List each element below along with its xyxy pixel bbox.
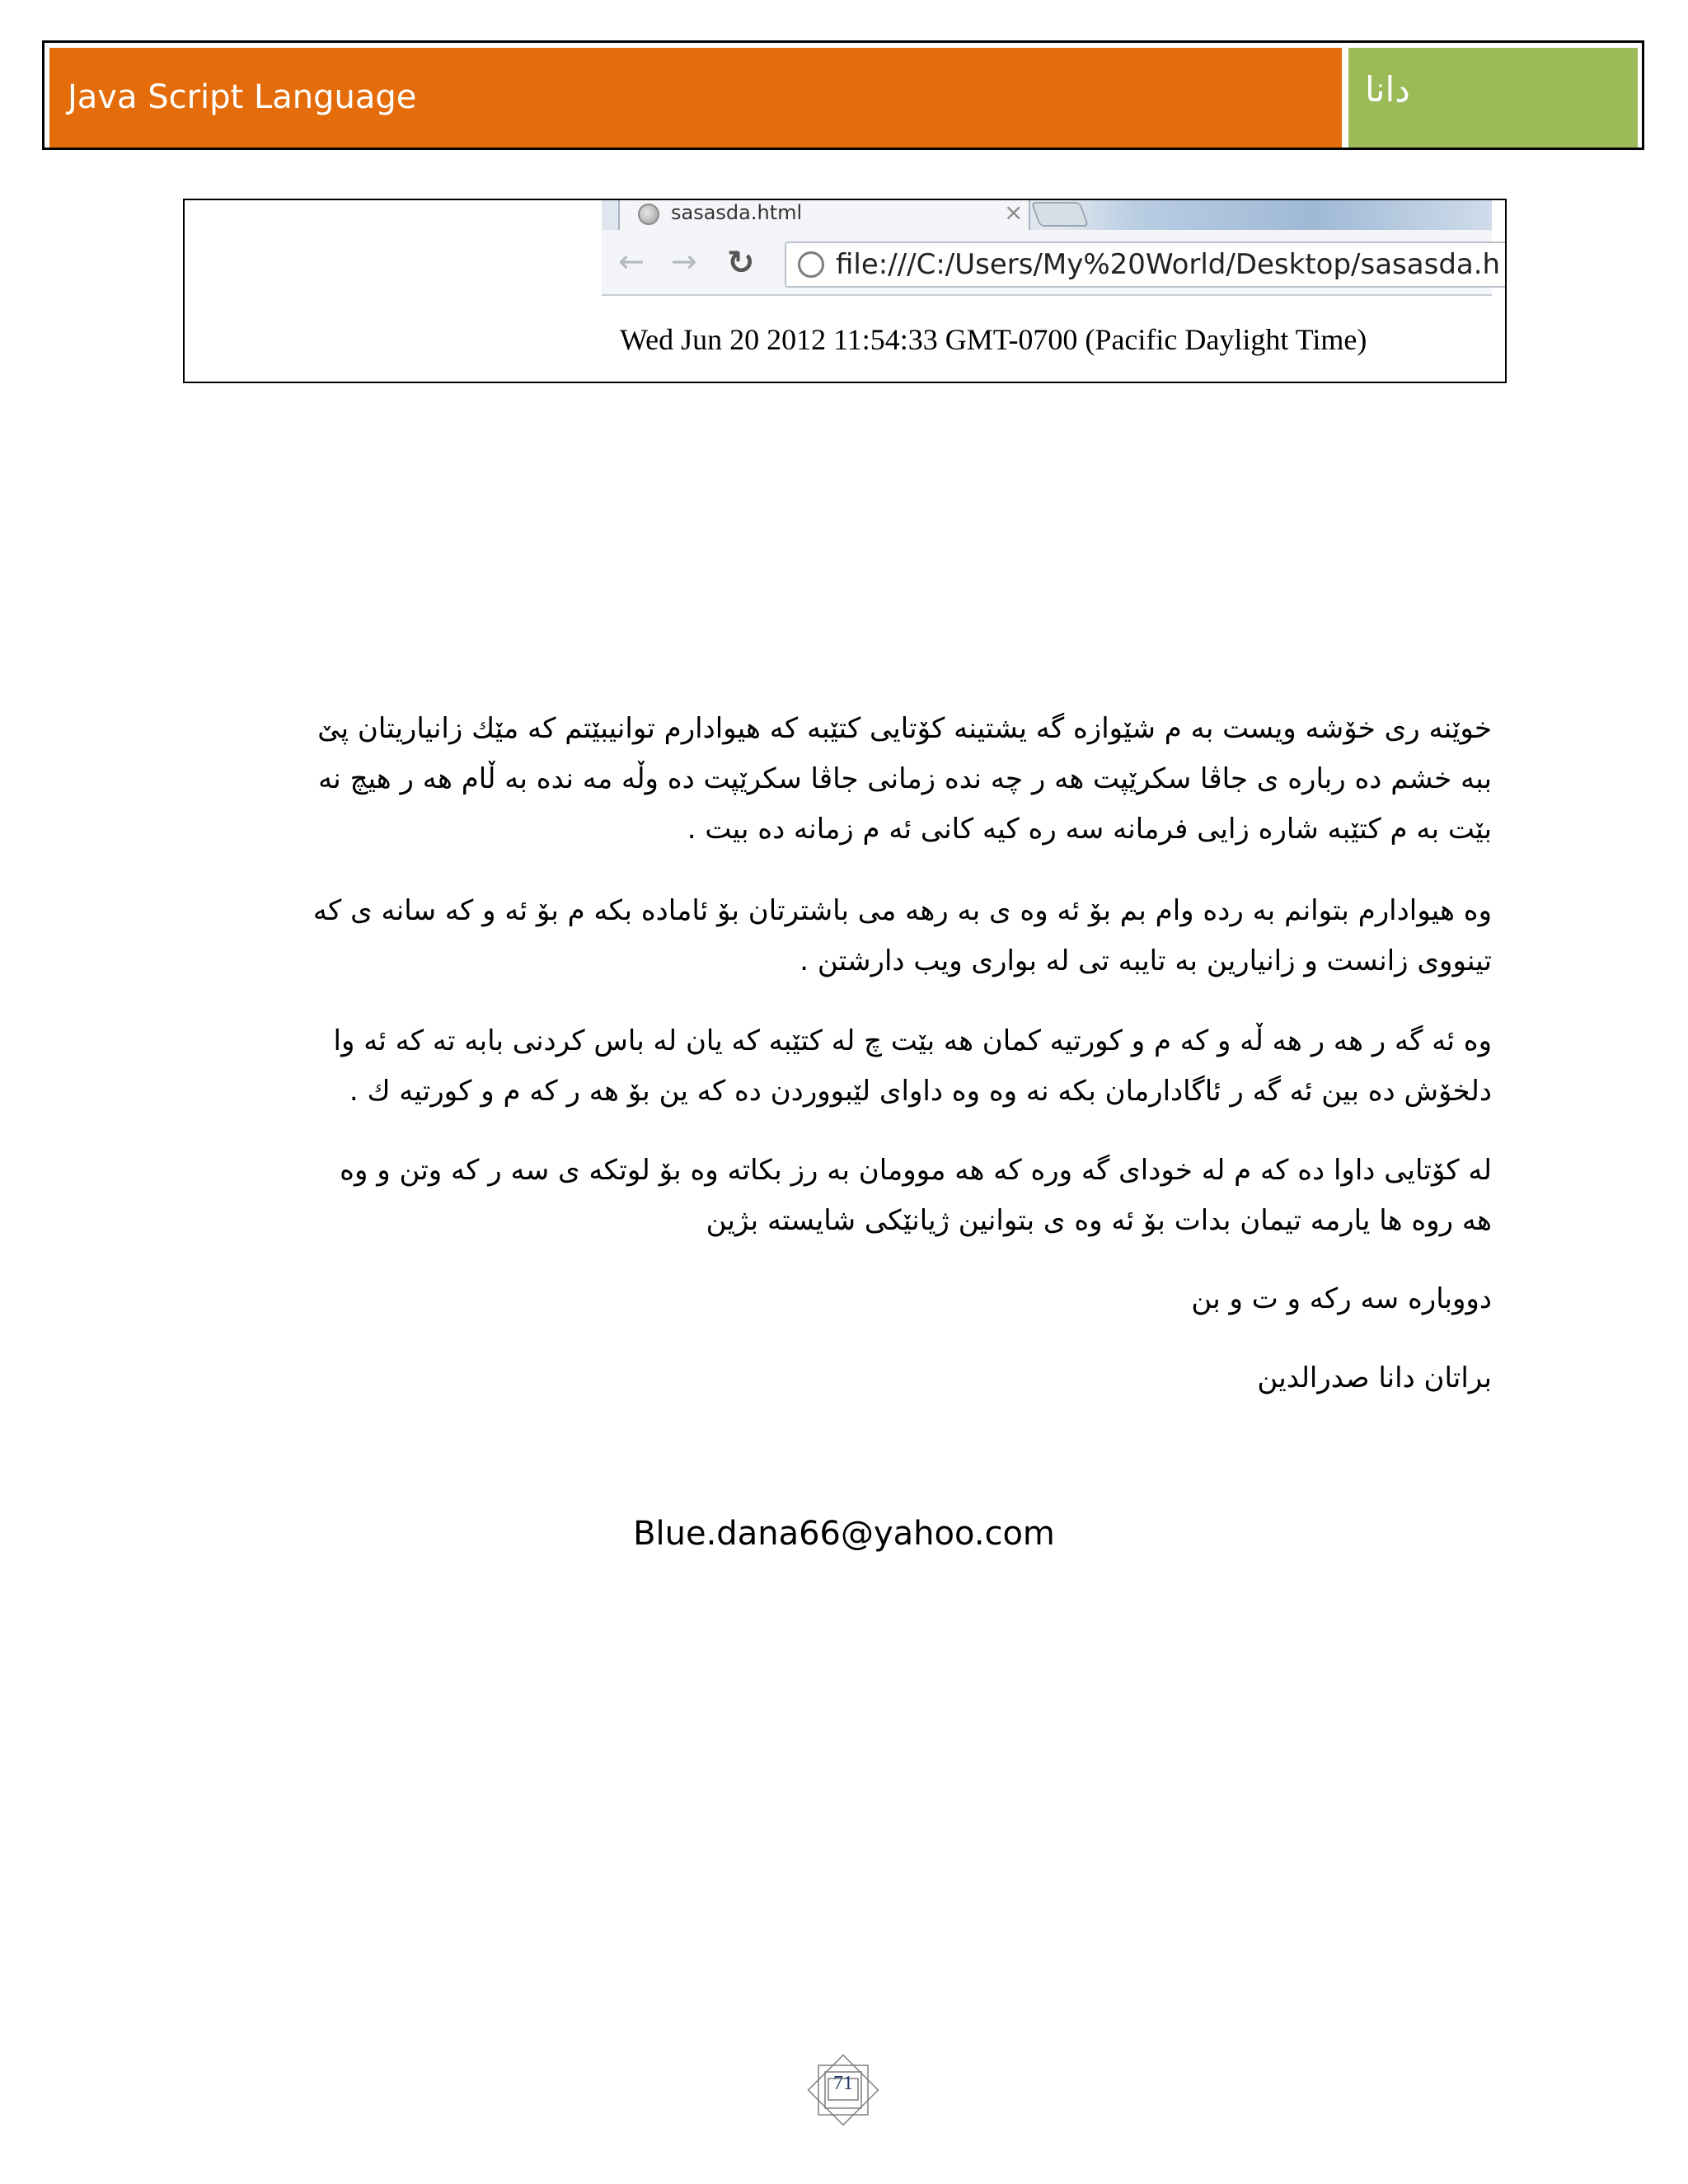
new-tab-button	[1031, 202, 1090, 227]
header-author-name: دانا	[1365, 69, 1410, 110]
reload-icon: ↻	[727, 244, 755, 282]
paragraph-2	[216, 886, 1492, 987]
header-title-bar	[49, 48, 1342, 148]
page-number: 71	[833, 2073, 853, 2094]
close-tab-icon: ×	[1004, 199, 1024, 226]
header-author-bar	[1348, 48, 1638, 148]
paragraph-line: ببه خشم ده رباره ی جاڤا سكرێپت هه ر چه نده زمانی جاڤا سكرێپت ده وڵه مه نده به ڵام هه ر هیچ نه	[318, 762, 1492, 795]
forward-arrow-icon: →	[671, 243, 697, 279]
paragraph-line: تینووی زانست و زانیارین به تایبه تی له بواری ویب دارشتن .	[799, 944, 1492, 977]
paragraph-line: دووباره سه ركه و ت و بن	[1191, 1282, 1492, 1315]
paragraph-line: وه ئه گه ر هه ر هه ڵه و كه م و كورتیه كمان هه بێت چ له كتێبه كه یان له باس كردنی بابه ته كه ئه وا	[333, 1024, 1492, 1057]
page-output-date: Wed Jun 20 2012 11:54:33 GMT-0700 (Pacific Daylight Time)	[620, 323, 1367, 356]
globe-icon	[798, 251, 824, 278]
browser-tab	[618, 200, 1030, 230]
back-arrow-icon: ←	[618, 243, 645, 279]
page-favicon-icon	[638, 204, 659, 225]
paragraph-line: وه هیوادارم بتوانم به رده وام بم بۆ ئه وه ی به رهه می باشترتان بۆ ئاماده بكه م بۆ ئه و كه سانه ی كه	[312, 894, 1492, 927]
header-title: Java Script Language	[68, 78, 417, 116]
paragraph-line: له كۆتایی داوا ده كه م له خودای گه وره كه هه موومان به رز بكاته وه بۆ لوتكه ی سه ر كه وتن و وه	[340, 1154, 1492, 1187]
paragraph-line: دلخۆش ده بین ئه گه ر ئاگادارمان بكه نه وه وه داوای لێبووردن ده كه ین بۆ هه ر كه م و كورتیه ك .	[349, 1075, 1492, 1108]
signature-line	[216, 1353, 1492, 1404]
address-bar	[785, 241, 1507, 288]
author-email: Blue.dana66@yahoo.com	[633, 1515, 1055, 1553]
browser-tabstrip	[602, 200, 1492, 230]
address-bar-url: file:///C:/Users/My%20World/Desktop/sasasda.h	[836, 248, 1501, 281]
paragraph-line: براتان دانا صدرالدین	[1257, 1361, 1492, 1394]
paragraph-line: بێت به م كتێبه شاره زایی فرمانه سه ره كیه كانی ئه م زمانه ده بیت .	[687, 813, 1492, 846]
paragraph-line: هه روه ها یارمه تیمان بدات بۆ ئه وه ی بتوانین ژیانێكی شایسته بژین	[706, 1204, 1492, 1237]
browser-toolbar	[602, 230, 1501, 296]
browser-window	[602, 199, 1501, 382]
paragraph-3	[216, 1016, 1492, 1117]
closing-line	[216, 1274, 1492, 1324]
browser-tab-title: sasasda.html	[671, 201, 803, 224]
browser-screenshot-figure	[183, 199, 1507, 383]
paragraph-1	[216, 704, 1492, 855]
paragraph-4	[216, 1146, 1492, 1246]
paragraph-line: خوێنه ری خۆشه ویست به م شێوازه گه یشتینه كۆتایی كتێبه كه هیوادارم توانیبێتم كه مێك زانیاریتان پێ	[317, 712, 1492, 745]
